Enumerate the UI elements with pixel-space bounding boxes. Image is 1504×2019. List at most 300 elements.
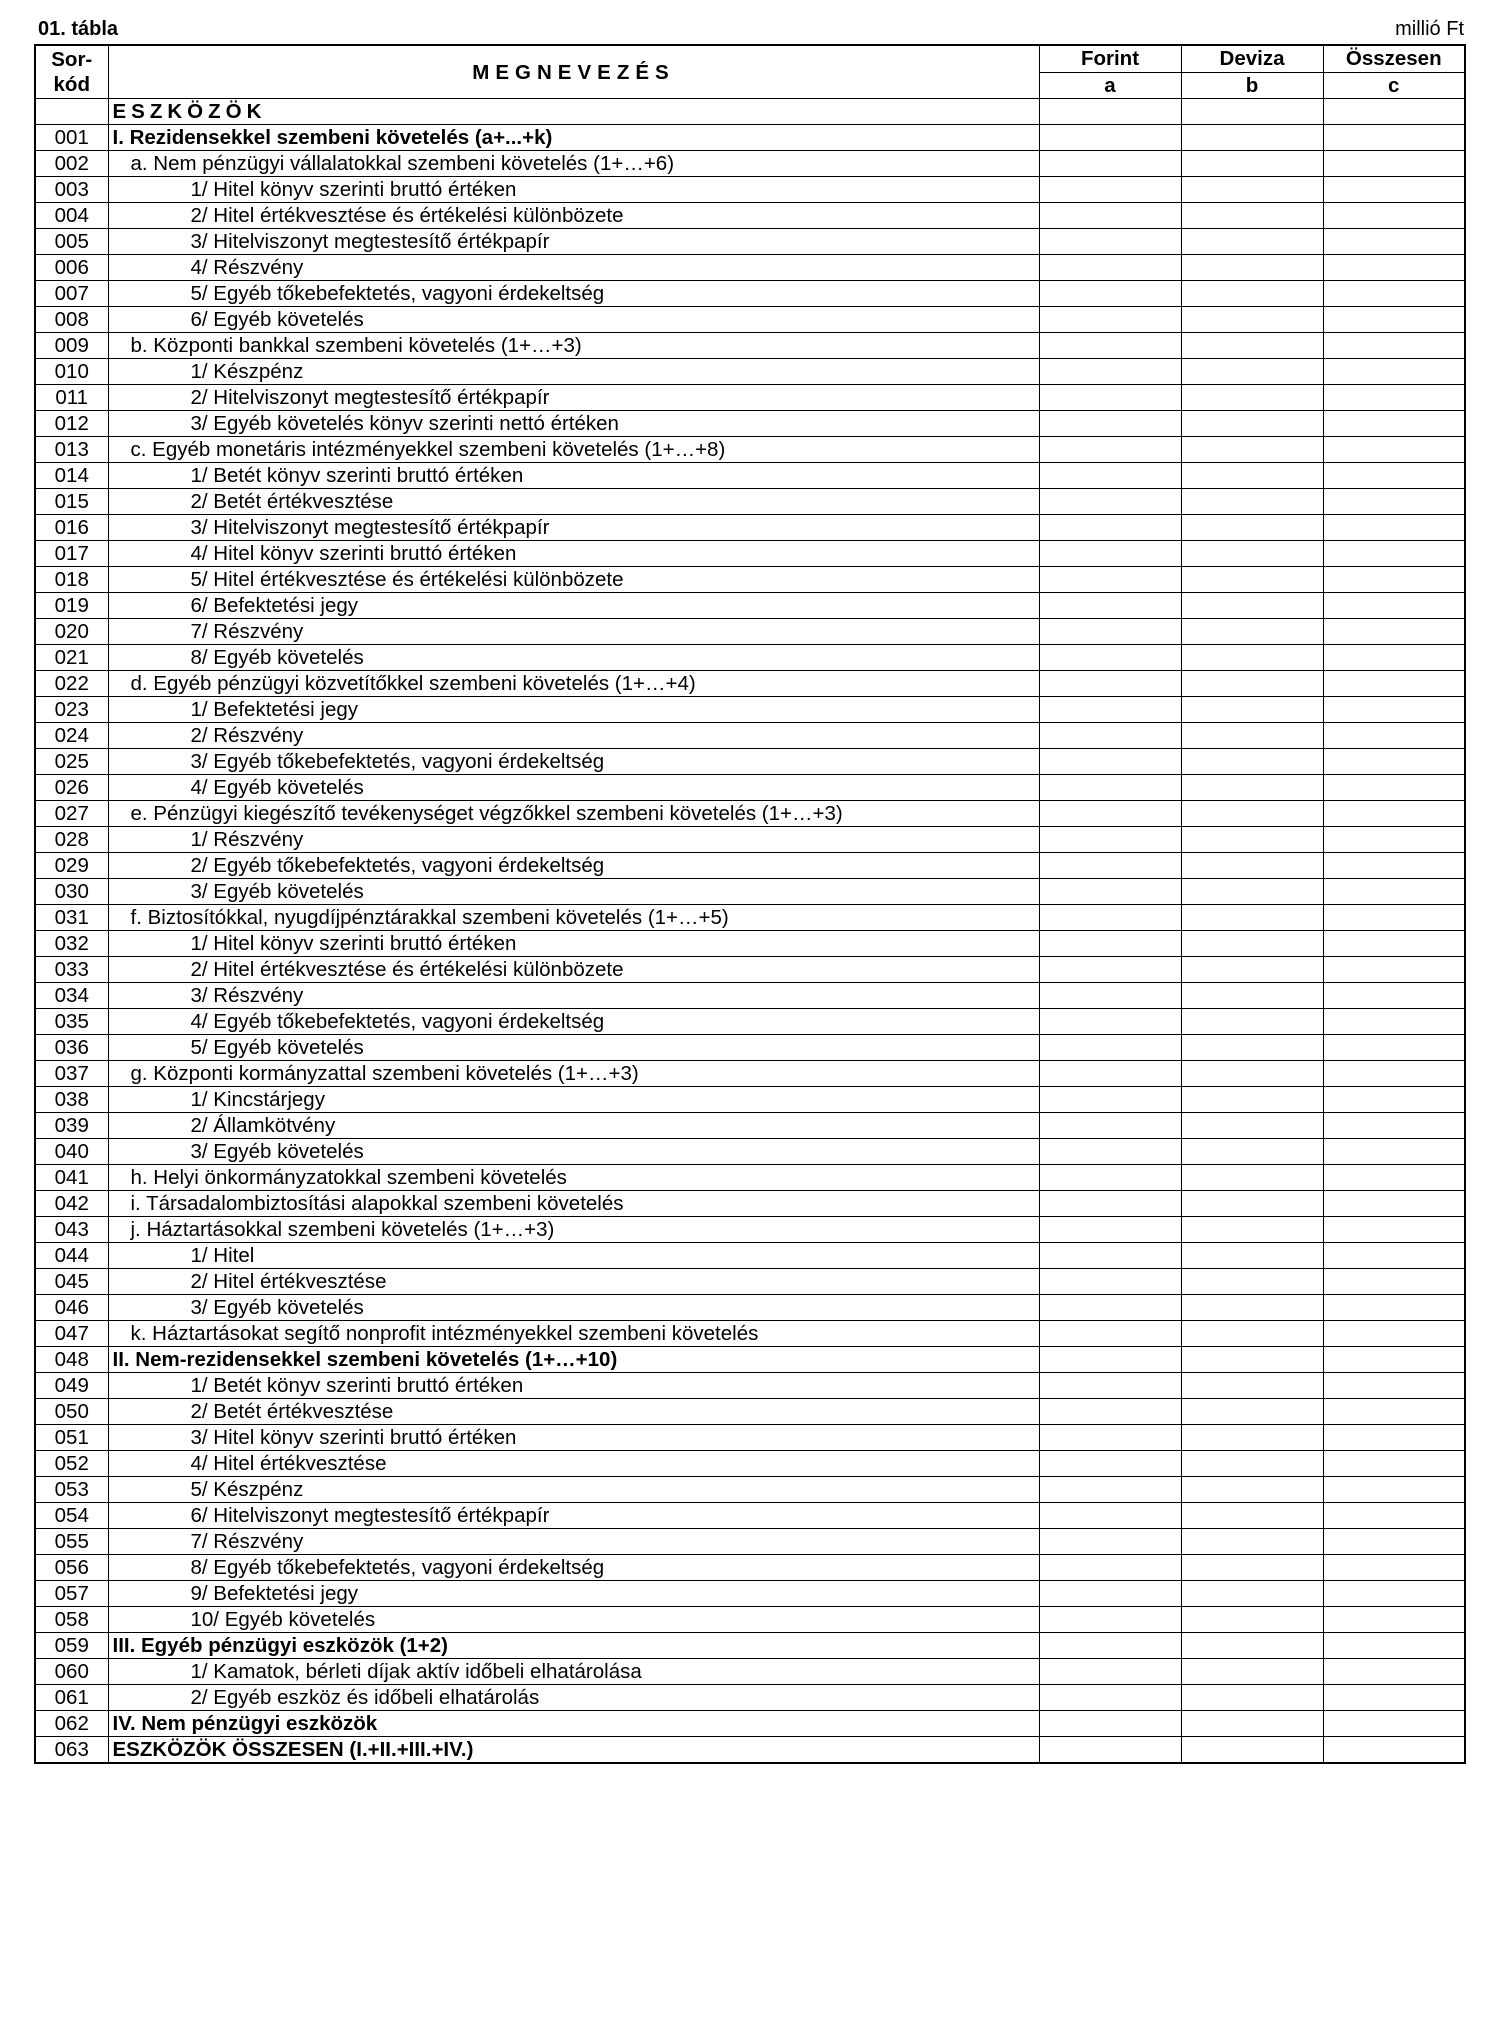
column-letter-c: c (1323, 72, 1465, 99)
row-code: 037 (35, 1061, 108, 1087)
row-name: 2/ Hitelviszonyt megtestesítő értékpapír (108, 385, 1039, 411)
value-cell-osszesen (1323, 1269, 1465, 1295)
row-name: 4/ Egyéb követelés (108, 775, 1039, 801)
value-cell-forint (1039, 1399, 1181, 1425)
value-cell-deviza (1181, 1737, 1323, 1764)
value-cell-deviza (1181, 1607, 1323, 1633)
row-name: 2/ Hitel értékvesztése és értékelési különbözete (108, 957, 1039, 983)
row-name: 5/ Készpénz (108, 1477, 1039, 1503)
value-cell-deviza (1181, 1295, 1323, 1321)
value-cell-forint (1039, 1087, 1181, 1113)
value-cell-osszesen (1323, 1087, 1465, 1113)
value-cell-osszesen (1323, 437, 1465, 463)
value-cell-deviza (1181, 853, 1323, 879)
table-row (35, 749, 1465, 775)
table-row (35, 333, 1465, 359)
value-cell-osszesen (1323, 801, 1465, 827)
value-cell-forint (1039, 359, 1181, 385)
unit-label: millió Ft (1395, 18, 1464, 40)
value-cell-osszesen (1323, 1295, 1465, 1321)
table-row (35, 307, 1465, 333)
row-code: 018 (35, 567, 108, 593)
table-row (35, 567, 1465, 593)
value-cell-deviza (1181, 1581, 1323, 1607)
row-name: b. Központi bankkal szembeni követelés (1+…+3) (108, 333, 1039, 359)
value-cell-osszesen (1323, 1633, 1465, 1659)
row-name: 1/ Kamatok, bérleti díjak aktív időbeli elhatárolása (108, 1659, 1039, 1685)
row-code: 019 (35, 593, 108, 619)
value-cell-forint (1039, 723, 1181, 749)
value-cell-forint (1039, 749, 1181, 775)
value-cell-deviza (1181, 801, 1323, 827)
value-cell-forint (1039, 983, 1181, 1009)
value-cell-osszesen (1323, 1165, 1465, 1191)
row-name: 1/ Hitel könyv szerinti bruttó értéken (108, 931, 1039, 957)
row-code: 004 (35, 203, 108, 229)
row-code: 007 (35, 281, 108, 307)
value-cell-forint (1039, 1633, 1181, 1659)
row-name: h. Helyi önkormányzatokkal szembeni követelés (108, 1165, 1039, 1191)
table-row (35, 931, 1465, 957)
row-code: 060 (35, 1659, 108, 1685)
value-cell-deviza (1181, 723, 1323, 749)
table-row (35, 99, 1465, 125)
value-cell-forint (1039, 931, 1181, 957)
value-cell-deviza (1181, 255, 1323, 281)
row-name: 3/ Részvény (108, 983, 1039, 1009)
row-name: 3/ Hitelviszonyt megtestesítő értékpapír (108, 515, 1039, 541)
table-title: 01. tábla (38, 18, 119, 40)
value-cell-deviza (1181, 619, 1323, 645)
row-name: 3/ Egyéb követelés (108, 1139, 1039, 1165)
value-cell-osszesen (1323, 1529, 1465, 1555)
value-cell-forint (1039, 593, 1181, 619)
row-code: 061 (35, 1685, 108, 1711)
value-cell-deviza (1181, 515, 1323, 541)
row-name: f. Biztosítókkal, nyugdíjpénztárakkal szembeni követelés (1+…+5) (108, 905, 1039, 931)
value-cell-forint (1039, 411, 1181, 437)
code-header (35, 45, 108, 99)
value-cell-deviza (1181, 1633, 1323, 1659)
row-name: 1/ Befektetési jegy (108, 697, 1039, 723)
value-cell-osszesen (1323, 1139, 1465, 1165)
table-row (35, 1659, 1465, 1685)
value-cell-forint (1039, 827, 1181, 853)
row-name: 9/ Befektetési jegy (108, 1581, 1039, 1607)
value-cell-deviza (1181, 1087, 1323, 1113)
row-name: 4/ Részvény (108, 255, 1039, 281)
value-cell-osszesen (1323, 1035, 1465, 1061)
row-code: 031 (35, 905, 108, 931)
row-name: 3/ Egyéb tőkebefektetés, vagyoni érdekeltség (108, 749, 1039, 775)
row-code: 052 (35, 1451, 108, 1477)
row-name: 5/ Hitel értékvesztése és értékelési különbözete (108, 567, 1039, 593)
row-code: 045 (35, 1269, 108, 1295)
table-row (35, 1269, 1465, 1295)
value-cell-deviza (1181, 697, 1323, 723)
value-cell-osszesen (1323, 931, 1465, 957)
table-row (35, 1191, 1465, 1217)
value-cell-forint (1039, 645, 1181, 671)
row-code: 011 (35, 385, 108, 411)
row-code: 057 (35, 1581, 108, 1607)
row-name: 6/ Befektetési jegy (108, 593, 1039, 619)
value-cell-forint (1039, 1581, 1181, 1607)
row-name: 1/ Részvény (108, 827, 1039, 853)
value-cell-forint (1039, 1503, 1181, 1529)
value-cell-deviza (1181, 1477, 1323, 1503)
value-cell-osszesen (1323, 1477, 1465, 1503)
column-header-forint: Forint (1039, 45, 1181, 72)
table-row (35, 1555, 1465, 1581)
table-row (35, 983, 1465, 1009)
value-cell-deviza (1181, 1321, 1323, 1347)
value-cell-forint (1039, 1035, 1181, 1061)
row-code: 005 (35, 229, 108, 255)
value-cell-deviza (1181, 99, 1323, 125)
row-name: e. Pénzügyi kiegészítő tevékenységet végzőkkel szembeni követelés (1+…+3) (108, 801, 1039, 827)
table-row (35, 1503, 1465, 1529)
row-code: 030 (35, 879, 108, 905)
table-row (35, 385, 1465, 411)
row-name: 1/ Hitel (108, 1243, 1039, 1269)
value-cell-forint (1039, 1425, 1181, 1451)
row-name: 2/ Részvény (108, 723, 1039, 749)
row-name: 1/ Betét könyv szerinti bruttó értéken (108, 463, 1039, 489)
table-row (35, 411, 1465, 437)
value-cell-forint (1039, 1009, 1181, 1035)
row-code: 034 (35, 983, 108, 1009)
row-code: 023 (35, 697, 108, 723)
row-code: 013 (35, 437, 108, 463)
row-name: i. Társadalombiztosítási alapokkal szembeni követelés (108, 1191, 1039, 1217)
table-row (35, 879, 1465, 905)
report-page (34, 16, 1464, 1764)
row-name: II. Nem-rezidensekkel szembeni követelés (1+…+10) (108, 1347, 1039, 1373)
table-row (35, 1009, 1465, 1035)
row-code: 046 (35, 1295, 108, 1321)
row-code: 025 (35, 749, 108, 775)
row-name: III. Egyéb pénzügyi eszközök (1+2) (108, 1633, 1039, 1659)
table-row (35, 359, 1465, 385)
value-cell-osszesen (1323, 905, 1465, 931)
value-cell-osszesen (1323, 645, 1465, 671)
value-cell-forint (1039, 1269, 1181, 1295)
row-code: 016 (35, 515, 108, 541)
row-name: c. Egyéb monetáris intézményekkel szembeni követelés (1+…+8) (108, 437, 1039, 463)
row-name: ESZKÖZÖK (108, 99, 1039, 125)
row-code: 014 (35, 463, 108, 489)
value-cell-forint (1039, 385, 1181, 411)
table-row (35, 1347, 1465, 1373)
value-cell-forint (1039, 879, 1181, 905)
row-code: 020 (35, 619, 108, 645)
row-name: 3/ Hitel könyv szerinti bruttó értéken (108, 1425, 1039, 1451)
table-row (35, 1087, 1465, 1113)
value-cell-deviza (1181, 593, 1323, 619)
value-cell-osszesen (1323, 151, 1465, 177)
value-cell-deviza (1181, 645, 1323, 671)
value-cell-forint (1039, 255, 1181, 281)
value-cell-osszesen (1323, 1009, 1465, 1035)
value-cell-osszesen (1323, 723, 1465, 749)
row-code: 053 (35, 1477, 108, 1503)
table-row (35, 775, 1465, 801)
table-row (35, 1061, 1465, 1087)
row-code: 012 (35, 411, 108, 437)
value-cell-osszesen (1323, 827, 1465, 853)
row-name: 2/ Betét értékvesztése (108, 1399, 1039, 1425)
table-row (35, 1607, 1465, 1633)
table-row (35, 723, 1465, 749)
value-cell-forint (1039, 957, 1181, 983)
value-cell-forint (1039, 1191, 1181, 1217)
value-cell-forint (1039, 333, 1181, 359)
value-cell-deviza (1181, 1711, 1323, 1737)
value-cell-deviza (1181, 541, 1323, 567)
value-cell-deviza (1181, 827, 1323, 853)
value-cell-osszesen (1323, 463, 1465, 489)
value-cell-forint (1039, 905, 1181, 931)
table-row (35, 1737, 1465, 1764)
value-cell-forint (1039, 489, 1181, 515)
value-cell-deviza (1181, 177, 1323, 203)
value-cell-deviza (1181, 749, 1323, 775)
value-cell-forint (1039, 1607, 1181, 1633)
value-cell-forint (1039, 515, 1181, 541)
value-cell-forint (1039, 1295, 1181, 1321)
row-code: 056 (35, 1555, 108, 1581)
value-cell-forint (1039, 229, 1181, 255)
value-cell-forint (1039, 1243, 1181, 1269)
table-row (35, 1165, 1465, 1191)
value-cell-forint (1039, 567, 1181, 593)
table-row (35, 151, 1465, 177)
value-cell-forint (1039, 775, 1181, 801)
value-cell-deviza (1181, 1503, 1323, 1529)
row-name: 2/ Egyéb eszköz és időbeli elhatárolás (108, 1685, 1039, 1711)
value-cell-deviza (1181, 931, 1323, 957)
code-header-line1: Sor- (51, 48, 93, 71)
value-cell-forint (1039, 619, 1181, 645)
row-name: 6/ Egyéb követelés (108, 307, 1039, 333)
row-code: 048 (35, 1347, 108, 1373)
value-cell-deviza (1181, 333, 1323, 359)
row-code: 017 (35, 541, 108, 567)
row-code: 028 (35, 827, 108, 853)
value-cell-osszesen (1323, 99, 1465, 125)
value-cell-osszesen (1323, 957, 1465, 983)
row-code: 032 (35, 931, 108, 957)
value-cell-deviza (1181, 359, 1323, 385)
value-cell-deviza (1181, 1659, 1323, 1685)
row-code: 042 (35, 1191, 108, 1217)
value-cell-osszesen (1323, 983, 1465, 1009)
value-cell-osszesen (1323, 1347, 1465, 1373)
row-code: 036 (35, 1035, 108, 1061)
value-cell-deviza (1181, 229, 1323, 255)
row-code: 029 (35, 853, 108, 879)
row-code: 010 (35, 359, 108, 385)
row-code (35, 99, 108, 125)
table-row (35, 697, 1465, 723)
row-code: 006 (35, 255, 108, 281)
row-code: 001 (35, 125, 108, 151)
value-cell-deviza (1181, 905, 1323, 931)
value-cell-deviza (1181, 567, 1323, 593)
row-code: 021 (35, 645, 108, 671)
row-code: 022 (35, 671, 108, 697)
value-cell-osszesen (1323, 1451, 1465, 1477)
balance-table (34, 44, 1466, 1764)
table-row (35, 1373, 1465, 1399)
value-cell-osszesen (1323, 125, 1465, 151)
row-code: 040 (35, 1139, 108, 1165)
value-cell-forint (1039, 1373, 1181, 1399)
value-cell-osszesen (1323, 619, 1465, 645)
table-row (35, 489, 1465, 515)
value-cell-osszesen (1323, 749, 1465, 775)
row-code: 054 (35, 1503, 108, 1529)
row-name: 7/ Részvény (108, 1529, 1039, 1555)
row-name: j. Háztartásokkal szembeni követelés (1+…+3) (108, 1217, 1039, 1243)
row-code: 041 (35, 1165, 108, 1191)
table-row (35, 1113, 1465, 1139)
row-code: 055 (35, 1529, 108, 1555)
value-cell-osszesen (1323, 1711, 1465, 1737)
table-row (35, 1035, 1465, 1061)
row-code: 059 (35, 1633, 108, 1659)
row-code: 008 (35, 307, 108, 333)
row-code: 015 (35, 489, 108, 515)
value-cell-osszesen (1323, 177, 1465, 203)
row-code: 024 (35, 723, 108, 749)
row-code: 038 (35, 1087, 108, 1113)
row-name: 2/ Betét értékvesztése (108, 489, 1039, 515)
value-cell-deviza (1181, 151, 1323, 177)
row-code: 002 (35, 151, 108, 177)
row-name: IV. Nem pénzügyi eszközök (108, 1711, 1039, 1737)
row-code: 044 (35, 1243, 108, 1269)
value-cell-forint (1039, 1555, 1181, 1581)
row-name: 2/ Hitel értékvesztése és értékelési különbözete (108, 203, 1039, 229)
row-code: 043 (35, 1217, 108, 1243)
row-name: 4/ Egyéb tőkebefektetés, vagyoni érdekeltség (108, 1009, 1039, 1035)
row-code: 050 (35, 1399, 108, 1425)
row-name: 4/ Hitel értékvesztése (108, 1451, 1039, 1477)
value-cell-deviza (1181, 1555, 1323, 1581)
value-cell-deviza (1181, 1399, 1323, 1425)
value-cell-forint (1039, 853, 1181, 879)
table-header-line (34, 16, 1464, 44)
table-row (35, 671, 1465, 697)
value-cell-forint (1039, 1451, 1181, 1477)
column-letter-a: a (1039, 72, 1181, 99)
value-cell-osszesen (1323, 775, 1465, 801)
value-cell-osszesen (1323, 385, 1465, 411)
value-cell-osszesen (1323, 307, 1465, 333)
code-header-line2: kód (53, 73, 90, 96)
value-cell-deviza (1181, 879, 1323, 905)
value-cell-deviza (1181, 1113, 1323, 1139)
value-cell-forint (1039, 99, 1181, 125)
value-cell-osszesen (1323, 1685, 1465, 1711)
value-cell-osszesen (1323, 255, 1465, 281)
table-row (35, 229, 1465, 255)
value-cell-osszesen (1323, 1581, 1465, 1607)
value-cell-forint (1039, 1061, 1181, 1087)
value-cell-forint (1039, 697, 1181, 723)
value-cell-forint (1039, 1685, 1181, 1711)
table-row (35, 1217, 1465, 1243)
value-cell-osszesen (1323, 1737, 1465, 1764)
value-cell-osszesen (1323, 333, 1465, 359)
value-cell-forint (1039, 1113, 1181, 1139)
value-cell-osszesen (1323, 281, 1465, 307)
row-name: 5/ Egyéb tőkebefektetés, vagyoni érdekeltség (108, 281, 1039, 307)
value-cell-forint (1039, 1217, 1181, 1243)
value-cell-osszesen (1323, 1503, 1465, 1529)
row-name: d. Egyéb pénzügyi közvetítőkkel szembeni követelés (1+…+4) (108, 671, 1039, 697)
row-name: 1/ Készpénz (108, 359, 1039, 385)
row-code: 009 (35, 333, 108, 359)
table-row (35, 1633, 1465, 1659)
row-name: I. Rezidensekkel szembeni követelés (a+...+k) (108, 125, 1039, 151)
table-row (35, 827, 1465, 853)
value-cell-forint (1039, 1477, 1181, 1503)
row-code: 047 (35, 1321, 108, 1347)
row-name: 1/ Betét könyv szerinti bruttó értéken (108, 1373, 1039, 1399)
value-cell-osszesen (1323, 203, 1465, 229)
row-code: 062 (35, 1711, 108, 1737)
row-name: 10/ Egyéb követelés (108, 1607, 1039, 1633)
value-cell-deviza (1181, 1139, 1323, 1165)
value-cell-osszesen (1323, 1373, 1465, 1399)
row-name: 2/ Egyéb tőkebefektetés, vagyoni érdekeltség (108, 853, 1039, 879)
value-cell-deviza (1181, 203, 1323, 229)
value-cell-osszesen (1323, 1113, 1465, 1139)
row-code: 026 (35, 775, 108, 801)
value-cell-osszesen (1323, 1659, 1465, 1685)
row-name: g. Központi kormányzattal szembeni követelés (1+…+3) (108, 1061, 1039, 1087)
value-cell-forint (1039, 281, 1181, 307)
table-row (35, 1243, 1465, 1269)
name-header: MEGNEVEZÉS (108, 45, 1039, 99)
row-name: 3/ Egyéb követelés (108, 1295, 1039, 1321)
row-code: 058 (35, 1607, 108, 1633)
table-row (35, 801, 1465, 827)
value-cell-osszesen (1323, 411, 1465, 437)
table-row (35, 619, 1465, 645)
value-cell-forint (1039, 1321, 1181, 1347)
value-cell-deviza (1181, 957, 1323, 983)
value-cell-forint (1039, 203, 1181, 229)
value-cell-osszesen (1323, 1321, 1465, 1347)
value-cell-deviza (1181, 1269, 1323, 1295)
value-cell-forint (1039, 307, 1181, 333)
row-code: 003 (35, 177, 108, 203)
value-cell-osszesen (1323, 1607, 1465, 1633)
value-cell-osszesen (1323, 697, 1465, 723)
value-cell-deviza (1181, 385, 1323, 411)
value-cell-forint (1039, 125, 1181, 151)
value-cell-forint (1039, 1659, 1181, 1685)
row-name: 2/ Államkötvény (108, 1113, 1039, 1139)
value-cell-osszesen (1323, 1061, 1465, 1087)
value-cell-deviza (1181, 983, 1323, 1009)
value-cell-deviza (1181, 463, 1323, 489)
table-row (35, 255, 1465, 281)
